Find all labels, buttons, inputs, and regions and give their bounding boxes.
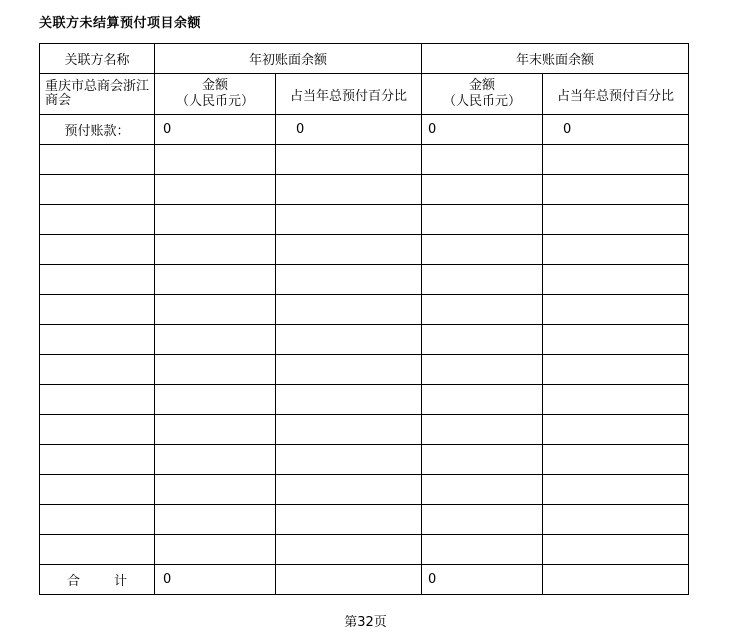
empty-cell	[422, 205, 543, 235]
empty-cell	[543, 295, 689, 325]
total-row	[40, 565, 689, 595]
header-begin-balance: 年初账面余额	[155, 44, 422, 74]
empty-cell	[422, 505, 543, 535]
empty-cell	[276, 415, 422, 445]
empty-cell	[422, 535, 543, 565]
empty-rows	[40, 145, 689, 565]
empty-cell	[422, 415, 543, 445]
empty-cell	[543, 355, 689, 385]
empty-cell	[155, 295, 276, 325]
empty-cell	[40, 145, 155, 175]
empty-cell	[155, 145, 276, 175]
table-row	[40, 325, 689, 355]
empty-cell	[543, 505, 689, 535]
currency-label: （人民币元）	[442, 94, 521, 109]
empty-cell	[276, 145, 422, 175]
empty-cell	[422, 445, 543, 475]
empty-cell	[40, 385, 155, 415]
empty-cell	[543, 475, 689, 505]
empty-cell	[155, 475, 276, 505]
table-row	[40, 445, 689, 475]
empty-cell	[155, 205, 276, 235]
empty-cell	[422, 385, 543, 415]
table-row	[40, 205, 689, 235]
empty-cell	[155, 355, 276, 385]
row-label: 预付账款：	[40, 115, 155, 145]
table-row	[40, 355, 689, 385]
empty-cell	[543, 175, 689, 205]
total-end-amount: 0	[422, 565, 543, 595]
empty-cell	[155, 175, 276, 205]
empty-cell	[276, 475, 422, 505]
empty-cell	[40, 295, 155, 325]
end-amount-header	[422, 74, 543, 115]
empty-cell	[543, 445, 689, 475]
empty-cell	[543, 205, 689, 235]
table-row	[40, 505, 689, 535]
empty-cell	[155, 265, 276, 295]
total-label	[40, 565, 155, 595]
empty-cell	[276, 445, 422, 475]
total-begin-amount: 0	[155, 565, 276, 595]
table-row	[40, 415, 689, 445]
empty-cell	[276, 175, 422, 205]
header-end-balance: 年末账面余额	[422, 44, 689, 74]
empty-cell	[422, 265, 543, 295]
table-row	[40, 535, 689, 565]
empty-cell	[276, 295, 422, 325]
table-row	[40, 385, 689, 415]
empty-cell	[422, 325, 543, 355]
empty-cell	[422, 355, 543, 385]
empty-cell	[276, 535, 422, 565]
empty-cell	[276, 235, 422, 265]
balance-table	[39, 43, 689, 595]
begin-percent-header: 占当年总预付百分比	[276, 74, 422, 115]
end-percent-header: 占当年总预付百分比	[543, 74, 689, 115]
empty-cell	[422, 145, 543, 175]
begin-amount-header	[155, 74, 276, 115]
empty-cell	[422, 175, 543, 205]
empty-cell	[40, 505, 155, 535]
total-begin-percent	[276, 565, 422, 595]
begin-amount-cell: 0	[155, 115, 276, 145]
amount-label: 金额	[201, 78, 228, 93]
currency-label: （人民币元）	[175, 94, 254, 109]
empty-cell	[40, 355, 155, 385]
table-row	[40, 295, 689, 325]
empty-cell	[40, 175, 155, 205]
empty-cell	[155, 535, 276, 565]
empty-cell	[422, 475, 543, 505]
amount-label: 金额	[468, 78, 495, 93]
empty-cell	[543, 535, 689, 565]
empty-cell	[543, 325, 689, 355]
empty-cell	[543, 265, 689, 295]
header-name-column: 关联方名称	[40, 44, 155, 74]
empty-cell	[40, 265, 155, 295]
empty-cell	[40, 475, 155, 505]
empty-cell	[40, 325, 155, 355]
total-end-percent	[543, 565, 689, 595]
empty-cell	[155, 385, 276, 415]
table-row	[40, 265, 689, 295]
empty-cell	[543, 235, 689, 265]
subheader-row	[40, 74, 689, 115]
page-number: 第32页	[344, 615, 387, 630]
empty-cell	[40, 415, 155, 445]
empty-cell	[422, 235, 543, 265]
table-row	[40, 175, 689, 205]
table-row	[40, 145, 689, 175]
empty-cell	[276, 385, 422, 415]
total-label-b: 计	[114, 574, 128, 589]
empty-cell	[543, 415, 689, 445]
organization-name: 重庆市总商会浙江商会	[40, 74, 155, 115]
page-title: 关联方未结算预付项目余额	[39, 16, 202, 31]
table-row	[40, 475, 689, 505]
empty-cell	[276, 265, 422, 295]
empty-cell	[40, 205, 155, 235]
end-amount-cell: 0	[422, 115, 543, 145]
empty-cell	[155, 505, 276, 535]
empty-cell	[155, 445, 276, 475]
header-row	[40, 44, 689, 74]
empty-cell	[422, 295, 543, 325]
empty-cell	[40, 535, 155, 565]
empty-cell	[276, 505, 422, 535]
empty-cell	[40, 445, 155, 475]
table-row	[40, 235, 689, 265]
empty-cell	[155, 415, 276, 445]
empty-cell	[276, 355, 422, 385]
empty-cell	[276, 325, 422, 355]
table-row	[40, 115, 689, 145]
empty-cell	[155, 325, 276, 355]
begin-percent-cell: 0	[276, 115, 422, 145]
empty-cell	[276, 205, 422, 235]
end-percent-cell: 0	[543, 115, 689, 145]
empty-cell	[543, 385, 689, 415]
empty-cell	[40, 235, 155, 265]
empty-cell	[543, 145, 689, 175]
empty-cell	[155, 235, 276, 265]
total-label-a: 合	[66, 574, 80, 589]
